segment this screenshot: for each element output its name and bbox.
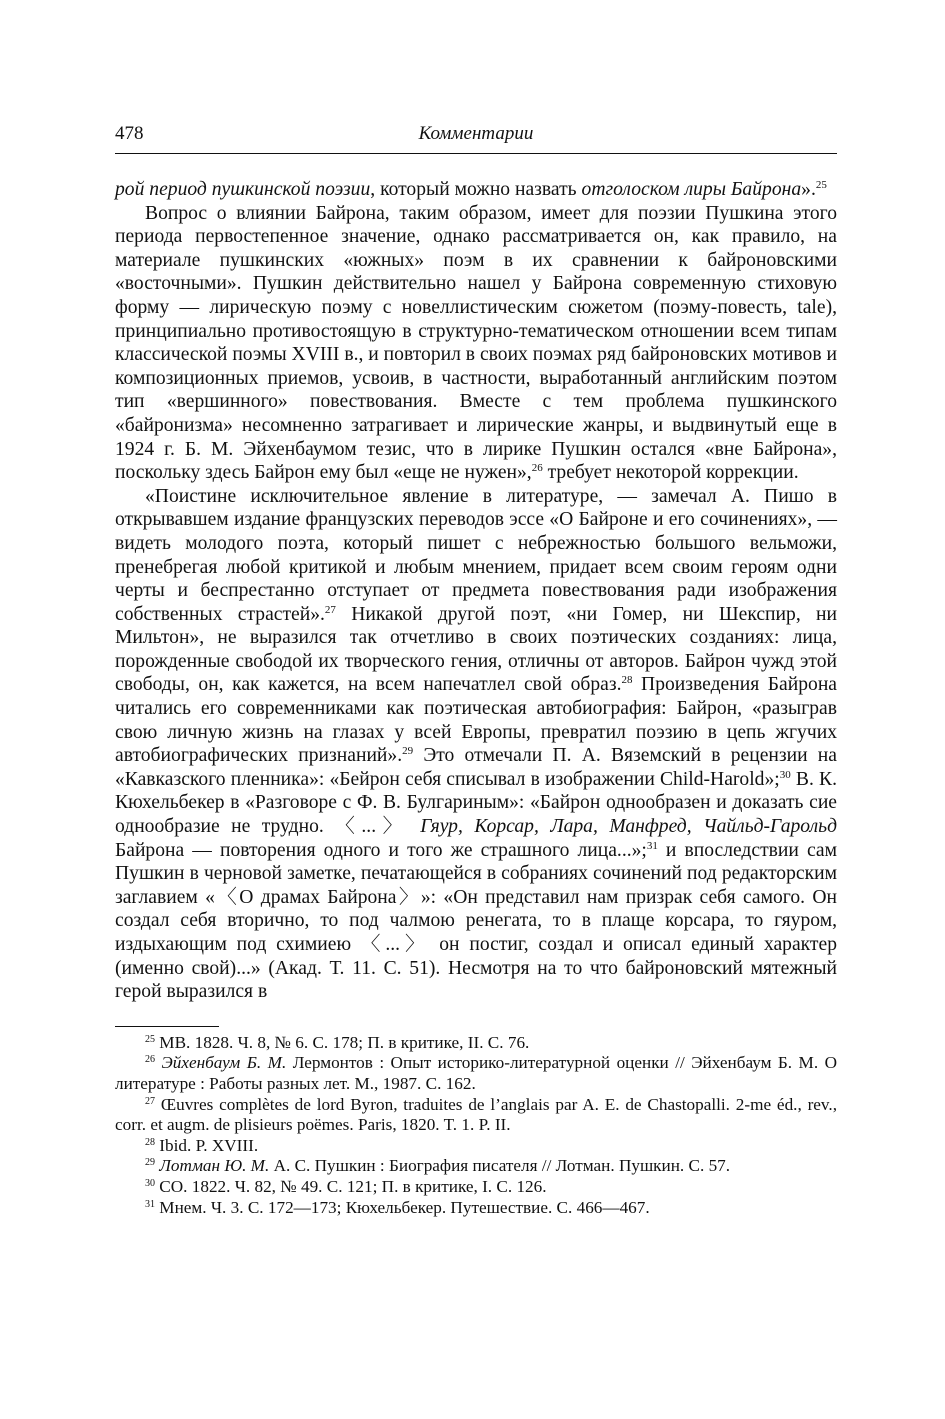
italic-phrase: отголоском лиры Байрона — [581, 179, 802, 200]
footnote-27 — [115, 1095, 837, 1136]
footnote-ref-31[interactable]: 31 — [646, 839, 658, 852]
footnote-author: Эйхенбаум Б. М. — [161, 1053, 287, 1073]
footnote-ref-30[interactable]: 30 — [779, 768, 791, 781]
footnote-number: 31 — [145, 1198, 155, 1210]
footnote-number: 30 — [145, 1177, 155, 1189]
footnote-number: 27 — [145, 1095, 155, 1107]
text-span: Байрона — повторения одного и того же страшного лица...»; — [115, 839, 647, 861]
page — [115, 121, 837, 1218]
footnote-text: Лермонтов : Опыт историко-литературной оценки // Эйхенбаум Б. М. О литературе : Работы разных лет. М., 1987. С. 162. — [115, 1053, 838, 1093]
text-span: Вопрос о влиянии Байрона, таким образом, имеет для поэзии Пушкина этого периода первостепенное значение, однако рассматривается он, как правило, на материале пушкинских «южных» поэм в их сравнении к байроновскими «восточными». Пушкин действительно нашел у Байрона современную стиховую форму — лирическую поэму с новеллистическим сюжетом (поэму-повесть, tale), принципиально противостоящую в структурно-тематическом отношении всем типам классической поэмы XVIII в., и повторил в своих поэмах ряд байроновских мотивов и композиционных приемов, усвоив, в частности, выработанный английским поэтом тип «вершинного» повествования. Вместе с тем проблема пушкинского «байронизма» несомненно затрагивает и лирические жанры, и выдвинутый еще в 1924 г. Б. М. Эйхенбаумом тезис, что в лирике Пушкин остался «вне Байрона», поскольку здесь Байрон ему был «еще не нужен», — [115, 202, 837, 484]
text-span: требует некоторой коррекции. — [542, 462, 799, 484]
paragraph-3 — [115, 485, 837, 1004]
footnote-text: МВ. 1828. Ч. 8, № 6. С. 178; П. в критике, II. С. 76. — [159, 1032, 530, 1052]
running-title: Комментарии — [418, 123, 534, 144]
footnote-text: СО. 1822. Ч. 82, № 49. С. 121; П. в критике, I. С. 126. — [159, 1176, 547, 1196]
footnote-26 — [115, 1053, 837, 1094]
footnote-divider — [115, 1026, 219, 1027]
paragraph-1 — [115, 178, 837, 202]
text-span: , который можно назвать — [370, 179, 582, 200]
footnote-author: Лотман Ю. М. — [159, 1156, 270, 1176]
text-span: «Поистине исключительное явление в литературе, — замечал А. Пишо в открывавшем издание французских переводов эссе «О Байроне и его сочинениях», — видеть молодого поэта, который пишет с небрежностью большого вельможи, пренебрегая любой критикой и любым мнением, придает всем своим героям одни черты и беспрестанно отступает от предмета повествования ради изображения собственных страстей». — [115, 485, 837, 625]
footnote-text: Œuvres complètes de lord Byron, traduites de l’anglais par A. E. de Chastopalli. 2-me éd., rev., corr. et augm. de plisieurs poëmes. Paris, 1820. T. 1. P. II. — [115, 1094, 837, 1135]
footnote-number: 28 — [145, 1136, 155, 1148]
footnote-ref-29[interactable]: 29 — [402, 745, 414, 758]
footnote-text: А. С. Пушкин : Биография писателя // Лотман. Пушкин. С. 57. — [269, 1156, 731, 1176]
footnote-25 — [115, 1033, 837, 1054]
footnote-text: Мнем. Ч. 3. С. 172—173; Кюхельбекер. Путешествие. С. 466—467. — [159, 1197, 650, 1217]
footnote-ref-28[interactable]: 28 — [621, 674, 633, 687]
text-span: Никакой другой поэт, «ни Гомер, ни Шекспир, ни Мильтон», не выразился так отчетливо в своих поэтических созданиях: лица, порожденные свободой их творческого гения, отличны от авторов. Байрон чужд этой свободы, он, как кажется, на всем напечатлел свой образ. — [115, 603, 837, 696]
footnote-31 — [115, 1198, 837, 1219]
footnote-ref-26[interactable]: 26 — [531, 462, 543, 475]
footnote-number: 25 — [145, 1033, 155, 1045]
text-span: ». — [801, 179, 816, 200]
footnotes — [115, 1033, 837, 1218]
body-text — [115, 178, 837, 1004]
text-span: Это отмечали П. А. Вяземский в рецензии на «Кавказского пленника»: «Бейрон себя списывал в изображении Child-Harold»; — [115, 745, 837, 790]
text-span: и впоследствии сам Пушкин в черновой заметке, печатающейся в собраниях сочинений под редакторским заглавием «〈О драмах Байрона〉»: «Он представил нам призрак себя самого. Он создал себя вторично, то под чалмою ренегата, то в плаще корсара, то гяуром, издыхающим под схимиею 〈...〉 он постиг, создал и описал единый характер (именно свой)...» (Акад. Т. 11. С. 51). Несмотря на то что байроновский мятежный герой выразился в — [115, 839, 837, 1003]
footnote-text: Ibid. P. XVIII. — [159, 1135, 259, 1155]
footnote-29 — [115, 1156, 837, 1177]
footnote-30 — [115, 1177, 837, 1198]
paragraph-2 — [115, 202, 837, 485]
footnote-number: 26 — [145, 1054, 155, 1066]
running-header — [115, 121, 837, 154]
text-span: Произведения Байрона читались его современниками как поэтическая автобиография: Байрон, «разыграв свою личную жизнь на глазах у всей Европы, превратил поэзию в цепь жгучих автобиографических признаний». — [115, 674, 838, 767]
italic-phrase: рой период пушкинской поэзии — [115, 179, 371, 200]
italic-phrase: Гяур, Корсар, Лара, Манфред, Чайльд-Гарольд — [420, 816, 837, 838]
footnote-ref-25[interactable]: 25 — [815, 179, 827, 191]
footnote-ref-27[interactable]: 27 — [324, 603, 336, 616]
text-span: В. К. Кюхельбекер в «Разговоре с Ф. В. Булгариным»: «Байрон однообразен и доказать сие однообразие не трудно. 〈...〉 — [115, 768, 837, 838]
footnote-number: 29 — [145, 1157, 155, 1169]
page-number: 478 — [115, 123, 144, 144]
footnote-28 — [115, 1136, 837, 1157]
